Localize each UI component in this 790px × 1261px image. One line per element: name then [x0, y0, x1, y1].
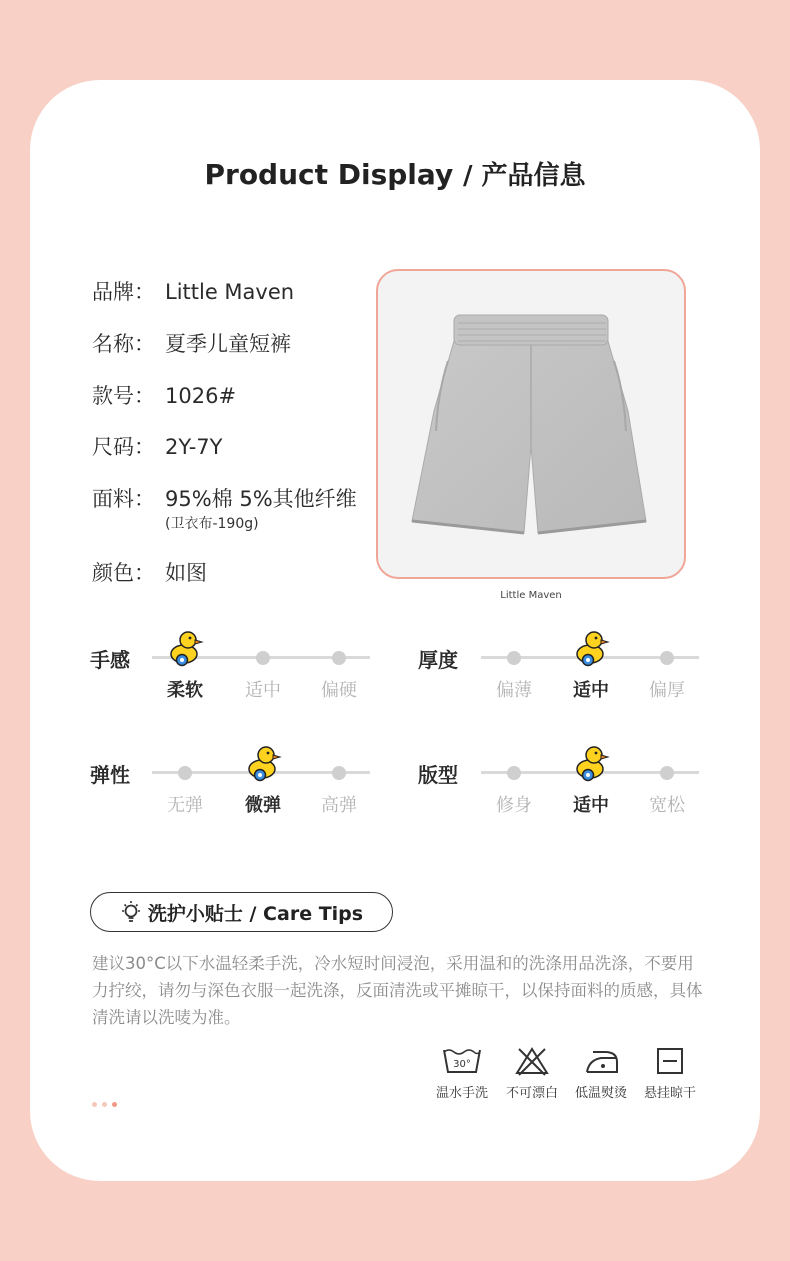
scale-option: 适中	[573, 680, 609, 701]
low-iron-icon	[581, 1046, 621, 1076]
scale-option: 偏薄	[496, 680, 532, 701]
pager-dot	[112, 1102, 117, 1107]
hang-dry-label: 悬挂晾干	[643, 1086, 696, 1101]
selected-duck-marker	[574, 745, 610, 783]
duck-icon	[574, 745, 610, 783]
scale-option: 偏厚	[649, 680, 685, 701]
page-indicator	[92, 1092, 122, 1111]
hand-wash-label: 温水手洗	[435, 1086, 488, 1101]
lightbulb-icon	[120, 900, 142, 924]
low-iron-label: 低温熨烫	[574, 1086, 627, 1101]
scale-option: 适中	[245, 680, 281, 701]
pager-dot	[102, 1102, 107, 1107]
scale-dot	[660, 766, 674, 780]
scale-option: 宽松	[649, 795, 685, 816]
spec-fabric: 面料： 95%棉 5%其他纤维 (卫衣布-190g)	[92, 487, 357, 532]
scale-dot	[178, 766, 192, 780]
care-icon-low-iron	[566, 1046, 636, 1101]
duck-icon	[574, 630, 610, 668]
scale-dot	[332, 766, 346, 780]
scale-label: 版型	[418, 763, 458, 787]
spec-brand: 品牌： Little Maven	[92, 280, 295, 304]
scale-option: 微弹	[245, 795, 281, 816]
spec-color: 颜色： 如图	[92, 561, 207, 585]
spec-style-number: 款号： 1026#	[92, 384, 237, 408]
care-heading-text: 洗护小贴士 / Care Tips	[147, 902, 364, 925]
shorts-illustration	[378, 271, 684, 577]
hang-dry-icon	[655, 1046, 685, 1076]
title-en: Product Display	[204, 158, 454, 191]
product-photo	[376, 269, 686, 579]
scale-dot	[660, 651, 674, 665]
selected-duck-marker	[168, 630, 204, 668]
no-bleach-icon	[514, 1046, 550, 1076]
fabric-note: (卫衣布-190g)	[165, 516, 259, 532]
scale-dot	[507, 651, 521, 665]
hand-wash-30-icon	[442, 1046, 482, 1076]
duck-icon	[168, 630, 204, 668]
scale-dot	[256, 651, 270, 665]
spec-size: 尺码： 2Y-7Y	[92, 435, 223, 459]
scale-label: 手感	[90, 648, 130, 672]
scale-option: 无弹	[167, 795, 203, 816]
scale-option: 修身	[496, 795, 532, 816]
no-bleach-label: 不可漂白	[505, 1086, 558, 1101]
scale-dot	[332, 651, 346, 665]
spec-name: 名称： 夏季儿童短裤	[92, 332, 291, 356]
scale-label: 弹性	[90, 763, 130, 787]
selected-duck-marker	[246, 745, 282, 783]
care-icon-no-bleach	[497, 1046, 567, 1101]
scale-option: 偏硬	[321, 680, 357, 701]
photo-caption: Little Maven	[500, 590, 562, 601]
care-icon-hand-wash	[427, 1046, 497, 1101]
care-tips-heading	[90, 892, 393, 932]
care-description: 建议30°C以下水温轻柔手洗，冷水短时间浸泡，采用温和的洗涤用品洗涤，不要用力拧绞，请勿与深色衣服一起洗涤，反面清洗或平摊晾干，以保持面料的质感，具体清洗请以洗唛为准。	[92, 954, 703, 1027]
scale-label: 厚度	[418, 648, 458, 672]
scale-option: 适中	[573, 795, 609, 816]
wash-temperature: 30°	[453, 1059, 471, 1070]
selected-duck-marker	[574, 630, 610, 668]
duck-icon	[246, 745, 282, 783]
title-cn: / 产品信息	[462, 161, 586, 191]
scale-option: 高弹	[321, 795, 357, 816]
scale-dot	[507, 766, 521, 780]
scale-option: 柔软	[167, 680, 203, 701]
page-title	[0, 155, 790, 192]
care-icon-hang-dry	[635, 1046, 705, 1101]
pager-dot	[92, 1102, 97, 1107]
